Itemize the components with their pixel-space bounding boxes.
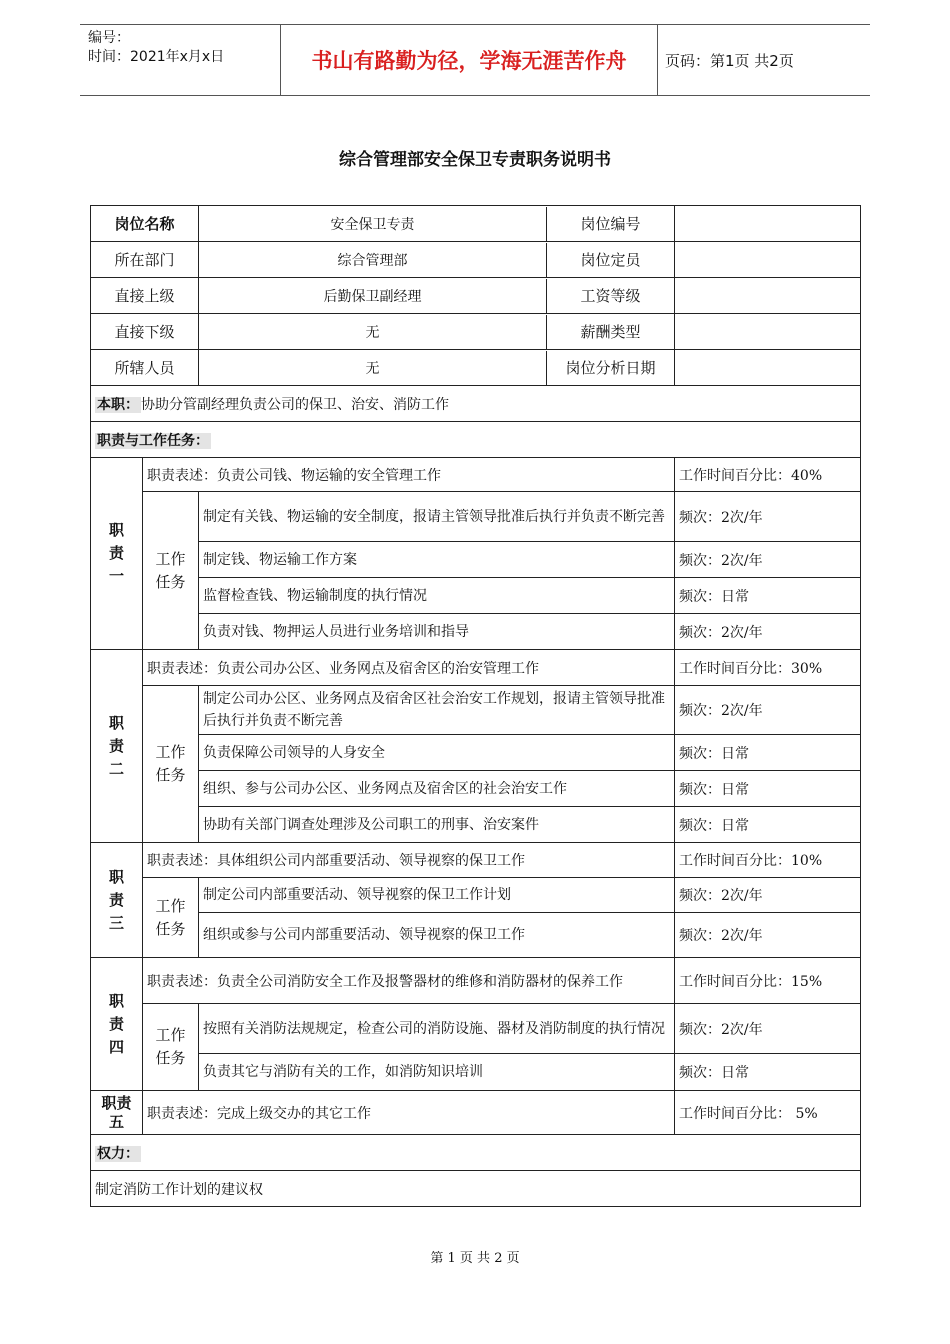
field-value: 综合管理部 <box>199 243 547 277</box>
field-value <box>675 314 861 350</box>
field-value <box>675 350 861 386</box>
task-frequency: 频次：日常 <box>675 735 861 771</box>
task-frequency: 频次：日常 <box>675 578 861 614</box>
basic-info-row <box>91 350 861 386</box>
responsibility-name-char: 职 <box>108 713 124 732</box>
responsibility-name-char: 职责 <box>101 1093 132 1112</box>
task-row <box>91 807 861 843</box>
field-value <box>199 278 675 314</box>
authority-heading-row <box>91 1135 861 1171</box>
basic-info-row <box>91 278 861 314</box>
field-value <box>675 242 861 278</box>
authority-row <box>91 1171 861 1207</box>
responsibility-name-char: 责 <box>108 544 124 562</box>
basic-info-row <box>91 242 861 278</box>
task-label-text: 任务 <box>155 572 186 591</box>
responsibility-name-char: 职 <box>108 521 124 539</box>
task-frequency: 频次：2次/年 <box>675 614 861 650</box>
task-row <box>91 542 861 578</box>
responsibility-description: 职责表述：具体组织公司内部重要活动、领导视察的保卫工作 <box>143 843 675 878</box>
task-row <box>91 913 861 958</box>
task-frequency: 频次：日常 <box>675 1054 861 1091</box>
task-label-text: 任务 <box>155 766 186 784</box>
field-label: 岗位分析日期 <box>565 359 656 377</box>
tasks-heading-cell <box>91 422 861 458</box>
task-description: 负责保障公司领导的人身安全 <box>199 735 675 771</box>
task-description: 组织、参与公司办公区、业务网点及宿舍区的社会治安工作 <box>199 771 675 807</box>
document-title: 综合管理部安全保卫专责职务说明书 <box>339 150 611 170</box>
time-percentage: 工作时间百分比：30% <box>675 650 861 686</box>
basic-info-row <box>91 206 861 242</box>
field-label: 岗位名称 <box>91 206 199 242</box>
responsibility-row <box>91 958 861 1004</box>
responsibility-name <box>91 458 143 650</box>
task-row <box>91 686 861 735</box>
task-description: 负责对钱、物押运人员进行业务培训和指导 <box>199 614 675 650</box>
responsibility-name-char: 责 <box>108 736 124 755</box>
basic-info-row <box>91 314 861 350</box>
task-label <box>143 492 199 650</box>
time-percentage: 工作时间百分比：15% <box>675 958 861 1004</box>
document-number-label: 编号： <box>88 30 130 46</box>
field-label: 薪酬类型 <box>580 323 641 341</box>
task-row <box>91 878 861 913</box>
task-label <box>143 878 199 958</box>
task-row <box>91 735 861 771</box>
duty-row <box>91 386 861 422</box>
page-footer: 第 1 页 共 2 页 <box>430 1251 520 1266</box>
authority-heading: 权力： <box>97 1145 139 1162</box>
field-label: 岗位编号 <box>580 215 641 233</box>
responsibility-description: 职责表述：负责公司钱、物运输的安全管理工作 <box>143 458 675 492</box>
task-description: 制定钱、物运输工作方案 <box>199 542 675 578</box>
task-row <box>91 614 861 650</box>
responsibility-name-char: 职 <box>108 991 124 1010</box>
field-label: 所辖人员 <box>91 350 199 386</box>
task-label-text: 工作 <box>155 896 186 915</box>
tasks-heading: 职责与工作任务： <box>97 432 209 449</box>
header-left <box>80 25 288 99</box>
field-label: 工资等级 <box>580 287 641 305</box>
job-description-table <box>90 205 861 1207</box>
duty-label: 本职： <box>97 396 139 413</box>
task-row <box>91 1054 861 1091</box>
field-value <box>675 278 861 314</box>
authority-heading-cell <box>91 1135 861 1171</box>
task-label-text: 任务 <box>155 919 186 938</box>
authority-item: 制定消防工作计划的建议权 <box>91 1171 861 1207</box>
task-frequency: 频次：日常 <box>675 807 861 843</box>
duty-text: 协助分管副经理负责公司的保卫、治安、消防工作 <box>141 396 449 413</box>
responsibility-name <box>91 650 143 843</box>
responsibility-name-char: 二 <box>108 759 124 778</box>
field-value <box>199 242 675 278</box>
field-value <box>675 206 861 242</box>
task-frequency: 频次：2次/年 <box>675 542 861 578</box>
task-description: 制定公司内部重要活动、领导视察的保卫工作计划 <box>199 878 675 913</box>
task-description: 组织或参与公司内部重要活动、领导视察的保卫工作 <box>199 913 675 958</box>
task-description: 制定有关钱、物运输的安全制度，报请主管领导批准后执行并负责不断完善 <box>199 492 675 542</box>
task-label-text: 工作 <box>155 1026 186 1044</box>
field-label: 直接上级 <box>91 278 199 314</box>
task-frequency: 频次：2次/年 <box>675 686 861 735</box>
field-label: 直接下级 <box>91 314 199 350</box>
task-label-text: 工作 <box>155 549 186 568</box>
task-row <box>91 578 861 614</box>
header-page-info: 页码：第1页 共2页 <box>665 51 794 70</box>
responsibility-name-char: 五 <box>108 1112 124 1131</box>
task-frequency: 频次：2次/年 <box>675 1004 861 1054</box>
task-frequency: 频次：日常 <box>675 771 861 807</box>
responsibility-description: 职责表述：负责公司办公区、业务网点及宿舍区的治安管理工作 <box>143 650 675 686</box>
responsibility-row <box>91 458 861 492</box>
responsibility-row <box>91 843 861 878</box>
time-percentage: 工作时间百分比： 5% <box>675 1091 861 1135</box>
task-description: 协助有关部门调查处理涉及公司职工的刑事、治安案件 <box>199 807 675 843</box>
task-frequency: 频次：2次/年 <box>675 492 861 542</box>
task-frequency: 频次：2次/年 <box>675 913 861 958</box>
duty-cell <box>91 386 861 422</box>
document-date: 时间：2021年x月x日 <box>88 49 225 65</box>
responsibility-name-char: 一 <box>108 567 124 585</box>
responsibility-description: 职责表述：完成上级交办的其它工作 <box>143 1091 675 1135</box>
task-row <box>91 1004 861 1054</box>
field-value: 安全保卫专责 <box>199 207 547 241</box>
page-header <box>80 24 870 96</box>
responsibility-name-char: 职 <box>108 867 124 886</box>
task-description: 按照有关消防法规规定，检查公司的消防设施、器材及消防制度的执行情况 <box>199 1004 675 1054</box>
responsibility-name <box>91 1091 143 1135</box>
field-value <box>199 206 675 242</box>
field-label: 所在部门 <box>91 242 199 278</box>
responsibility-description: 职责表述：负责全公司消防安全工作及报警器材的维修和消防器材的保养工作 <box>143 958 675 1004</box>
field-value <box>199 314 675 350</box>
task-row <box>91 771 861 807</box>
time-percentage: 工作时间百分比：40% <box>675 458 861 492</box>
task-label <box>143 686 199 843</box>
field-value: 无 <box>199 351 547 385</box>
time-percentage: 工作时间百分比：10% <box>675 843 861 878</box>
field-value: 无 <box>199 315 547 349</box>
responsibility-name-char: 责 <box>108 1014 124 1033</box>
responsibility-name <box>91 843 143 958</box>
task-description: 制定公司办公区、业务网点及宿舍区社会治安工作规划，报请主管领导批准后执行并负责不断完善 <box>199 686 675 735</box>
responsibility-row <box>91 650 861 686</box>
tasks-heading-row <box>91 422 861 458</box>
responsibility-name-char: 责 <box>108 890 124 909</box>
task-label-text: 工作 <box>155 743 186 761</box>
task-description: 监督检查钱、物运输制度的执行情况 <box>199 578 675 614</box>
responsibility-name-char: 三 <box>108 913 124 932</box>
field-value <box>199 350 675 386</box>
field-label: 岗位定员 <box>580 251 641 269</box>
task-description: 负责其它与消防有关的工作，如消防知识培训 <box>199 1054 675 1091</box>
field-value: 后勤保卫副经理 <box>199 279 547 313</box>
responsibility-row <box>91 1091 861 1135</box>
responsibility-name <box>91 958 143 1091</box>
task-label-text: 任务 <box>155 1049 186 1067</box>
responsibility-name-char: 四 <box>108 1037 124 1056</box>
task-row <box>91 492 861 542</box>
header-motto: 书山有路勤为径，学海无涯苦作舟 <box>280 25 658 95</box>
task-frequency: 频次：2次/年 <box>675 878 861 913</box>
task-label <box>143 1004 199 1091</box>
